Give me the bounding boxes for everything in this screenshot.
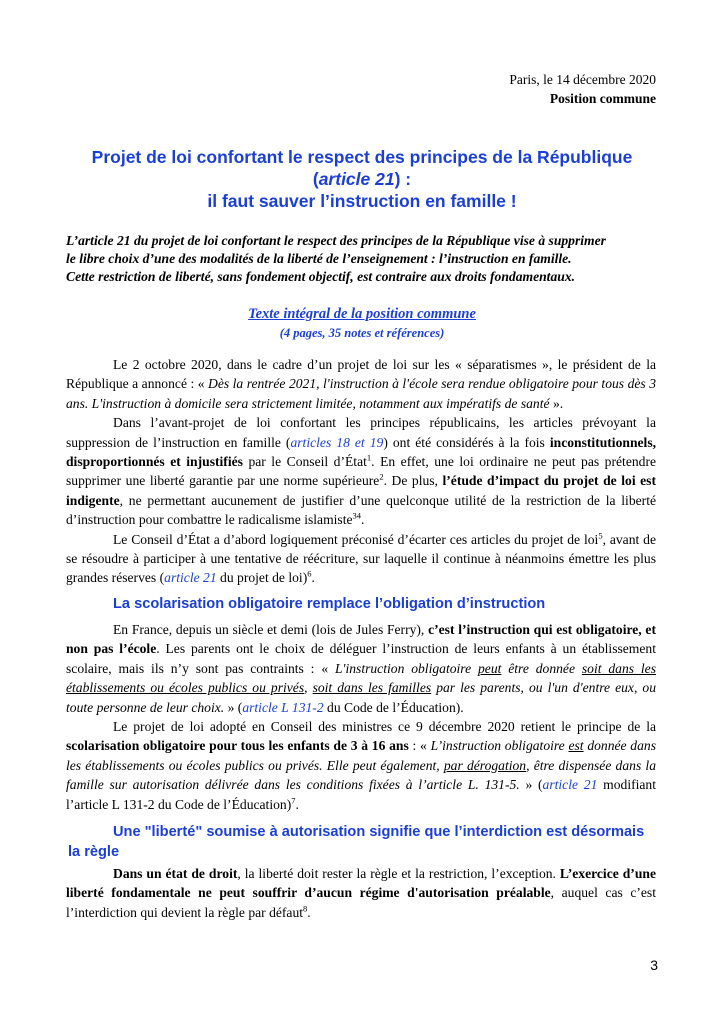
section2-paragraph-2 bbox=[66, 717, 656, 814]
text: En France, depuis un siècle et demi (lois de Jules Ferry), bbox=[113, 622, 429, 637]
text: . En effet, une loi ordinaire ne peut pas prétendre supprimer une liberté garantie par une norme supérieure bbox=[66, 454, 657, 489]
text: du Code de l’Éducation). bbox=[323, 699, 464, 715]
bold-text: l’étude d’impact du projet de loi est indigente bbox=[66, 473, 656, 508]
section1-body bbox=[66, 355, 656, 588]
text: . bbox=[307, 904, 311, 920]
text: ». bbox=[549, 395, 564, 411]
footnote-ref: 34 bbox=[352, 510, 362, 521]
title-paren-open: ( bbox=[312, 169, 319, 189]
title-line-2 bbox=[60, 168, 664, 190]
section1-paragraph-2 bbox=[66, 413, 656, 529]
full-text-link-detail: (4 pages, 35 notes et références) bbox=[279, 326, 445, 340]
position-word: commune bbox=[599, 91, 656, 106]
footnote-ref: 6 bbox=[307, 568, 312, 579]
section2-heading: La scolarisation obligatoire remplace l’obligation d’instruction bbox=[113, 596, 546, 612]
position-label bbox=[509, 89, 656, 108]
text: Le Conseil d’État a d’abord logiquement préconisé d’écarter ces articles du projet de loi bbox=[113, 531, 599, 547]
text: . bbox=[311, 570, 315, 586]
text: . bbox=[361, 512, 365, 528]
footnote-ref: 1 bbox=[366, 452, 372, 463]
text: du projet de loi) bbox=[216, 570, 308, 586]
text: ) ont été considérés à la fois bbox=[383, 434, 550, 450]
quote: être donnée bbox=[501, 660, 582, 676]
quote-underlined: peut bbox=[477, 660, 502, 676]
section1-paragraph-3 bbox=[66, 530, 656, 588]
text: . bbox=[295, 796, 299, 812]
intro-line-2: le libre choix d’une des modalités de la liberté de l’enseignement : l’instruction en famille. bbox=[66, 251, 572, 267]
intro-line-3: Cette restriction de liberté, sans fondement objectif, est contraire aux droits fondamentaux. bbox=[66, 269, 576, 285]
quote: , être dispensée dans la famille sur autorisation délivrée dans les conditions fixées à l’article L. 131-5. bbox=[66, 757, 656, 793]
bold-text: inconstitutionnels, disproportionnés et injustifiés bbox=[66, 434, 657, 470]
quote: L'instruction obligatoire bbox=[334, 660, 478, 676]
quote-underlined: soit dans les établissements ou écoles publics ou privés bbox=[66, 660, 656, 696]
title-paren-close: ) : bbox=[394, 169, 412, 189]
text: : « bbox=[408, 738, 431, 754]
text: . De plus, bbox=[383, 473, 443, 489]
section3-paragraph-1 bbox=[66, 864, 656, 922]
section2-body bbox=[66, 620, 656, 814]
quote: par les parents, ou l'un d'entre eux, ou toute personne de leur choix. bbox=[66, 680, 656, 715]
position-prefix: Position bbox=[549, 91, 597, 106]
footnote-ref: 2 bbox=[379, 471, 384, 482]
intro-summary bbox=[66, 232, 656, 287]
title-line-3: il faut sauver l’instruction en famille ! bbox=[207, 191, 517, 211]
article-link[interactable]: article L 131-2 bbox=[242, 699, 324, 715]
text: Le projet de loi adopté en Conseil des ministres ce 9 décembre 2020 retient le principe de la bbox=[113, 719, 656, 735]
bold-text: L’exercice d’une liberté fondamentale ne peut souffrir d’aucun régime d'autorisation préalable bbox=[66, 866, 656, 901]
quote-underlined: est bbox=[568, 738, 584, 754]
quote-underlined: soit dans les familles bbox=[312, 680, 432, 696]
header-block bbox=[509, 70, 656, 108]
text: , ne permettant aucunement de justifier d’une quelconque utilité de la restriction de la liberté d’instruction pour combattre le radicalisme islamiste bbox=[66, 492, 656, 528]
bold-text: scolarisation obligatoire pour tous les enfants de 3 à 16 ans bbox=[66, 738, 409, 754]
quote: L’instruction obligatoire bbox=[430, 738, 569, 754]
full-text-link[interactable]: Texte intégral de la position commune bbox=[248, 306, 476, 322]
article-link[interactable]: article 21 bbox=[542, 777, 598, 793]
footnote-ref: 5 bbox=[598, 530, 603, 541]
date-line: Paris, le 14 décembre 2020 bbox=[509, 72, 656, 87]
text: Dans l’avant-projet de loi confortant les principes républicains, les articles prévoyant la suppression de l’instruction en famille ( bbox=[66, 415, 656, 450]
title-line-1: Projet de loi confortant le respect des principes de la République bbox=[91, 147, 633, 167]
quote-underlined: par dérogation bbox=[443, 757, 527, 773]
section2-paragraph-1 bbox=[66, 620, 656, 717]
text: modifiant l’article L 131-2 du Code de l’Éducation) bbox=[66, 777, 657, 812]
text: , avant de se résoudre à participer à une tentative de réécriture, sur laquelle il continue à néanmoins émettre les plus grandes réserves ( bbox=[66, 531, 656, 586]
quote: Dès la rentrée 2021, l'instruction à l'école sera rendue obligatoire pour tous dès 3 ans. L'instruction à domicile sera strictement limitée, notamment aux impératifs de santé bbox=[66, 376, 656, 411]
bold-text: Dans un état de droit bbox=[113, 866, 238, 881]
page-number: 3 bbox=[650, 957, 658, 973]
intro-line-1: L’article 21 du projet de loi confortant le respect des principes de la République vise à supprimer bbox=[66, 233, 606, 248]
text: » ( bbox=[224, 699, 243, 715]
bold-text: c’est l’instruction qui est obligatoire, et non pas l’école bbox=[66, 622, 656, 657]
section1-paragraph-1 bbox=[66, 355, 656, 413]
text: par le Conseil d’État bbox=[242, 454, 367, 470]
text: , la liberté doit rester la règle et la restriction, l’exception. bbox=[237, 866, 560, 881]
text: . Les parents ont le choix de déléguer l’instruction de leurs enfants à un établissement scolaire, mais ils n’y sont pas contraints : « bbox=[66, 641, 656, 676]
section3-heading: Une "liberté" soumise à autorisation signifie que l’interdiction est désormais la règle bbox=[68, 824, 645, 860]
footnote-ref: 8 bbox=[303, 903, 308, 914]
text: Le 2 octobre 2020, dans le cadre d’un projet de loi sur les « séparatismes », le président de la République a annoncé : « bbox=[66, 357, 656, 392]
title-article-ref: article 21 bbox=[318, 169, 395, 189]
section3-body bbox=[66, 864, 656, 922]
page-title bbox=[60, 146, 664, 212]
quote: , bbox=[304, 680, 313, 696]
quote: donnée dans les établissements ou écoles publics ou privés. Elle peut également, bbox=[66, 738, 656, 773]
text: , auquel cas c’est l’interdiction qui devient la règle par défaut bbox=[66, 885, 656, 920]
footnote-ref: 7 bbox=[291, 795, 296, 806]
text: » ( bbox=[519, 777, 543, 793]
articles-link[interactable]: articles 18 et 19 bbox=[290, 434, 384, 450]
full-text-link-block bbox=[60, 304, 664, 342]
article-link[interactable]: article 21 bbox=[164, 570, 217, 586]
